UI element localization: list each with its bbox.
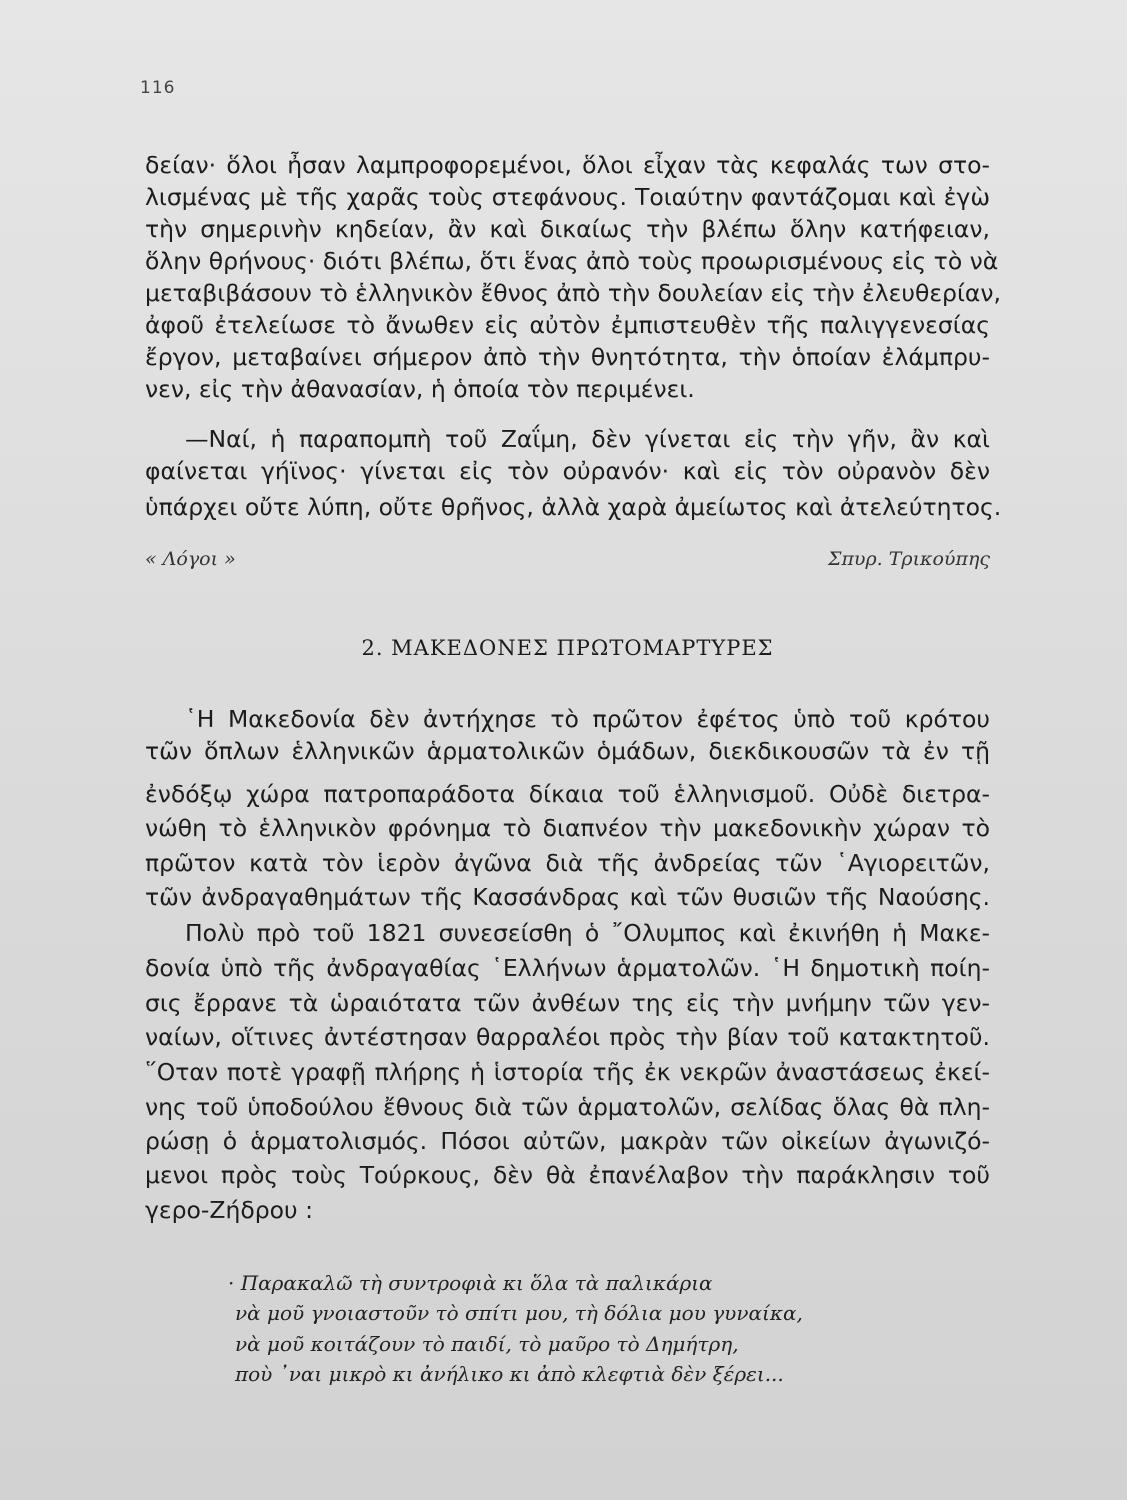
text-line: ὅλην θρήνους· διότι βλέπω, ὅτι ἕνας ἀπὸ τοὺς προωρισμένους εἰς τὸ νὰ <box>145 247 999 275</box>
section-heading: 2. ΜΑΚΕΔΟΝΕΣ ΠΡΩΤΟΜΑΡΤΥΡΕΣ <box>361 636 774 660</box>
text-line: ῾Η Μακεδονία δὲν ἀντήχησε τὸ πρῶτον ἐφέτος ὑπὸ τοῦ κρότου <box>185 705 990 733</box>
verse-line: νὰ μοῦ γνοιαστοῦν τὸ σπίτι μου, τὴ δόλια μου γυναίκα, <box>235 1301 803 1325</box>
source-title: « Λόγοι » <box>145 548 236 570</box>
text-line: δείαν· ὅλοι ἦσαν λαμπροφορεμένοι, ὅλοι εἶχαν τὰς κεφαλάς των στο- <box>145 151 990 179</box>
text-line: τῶν ἀνδραγαθημάτων τῆς Κασσάνδρας καὶ τῶν θυσιῶν τῆς Ναούσης. <box>145 883 990 911</box>
verse-line: νὰ μοῦ κοιτάζουν τὸ παιδί, τὸ μαῦρο τὸ Δημήτρη, <box>235 1332 739 1356</box>
text-line: λισμένας μὲ τῆς χαρᾶς τοὺς στεφάνους. Τοιαύτην φαντάζομαι καὶ ἐγὼ <box>145 183 990 211</box>
text-line: Πολὺ πρὸ τοῦ 1821 συνεσείσθη ὁ ῎Ολυμπος καὶ ἐκινήθη ἡ Μακε- <box>185 919 990 947</box>
text-line: ἐνδόξῳ χώρα πατροπαράδοτα δίκαια τοῦ ἑλληνισμοῦ. Οὐδὲ διετρα- <box>145 780 990 808</box>
text-line: δονία ὑπὸ τῆς ἀνδραγαθίας ῾Ελλήνων ἁρματολῶν. ῾Η δημοτικὴ ποίη- <box>145 954 990 982</box>
text-line: —Ναί, ἡ παραπομπὴ τοῦ Ζαΐμη, δὲν γίνεται εἰς τὴν γῆν, ἂν καὶ <box>185 425 990 453</box>
page-number: 116 <box>140 78 176 98</box>
text-line: τὴν σημερινὴν κηδείαν, ἂν καὶ δικαίως τὴν βλέπω ὅλην κατήφειαν, <box>145 215 990 243</box>
text-line: σις ἔρρανε τὰ ὡραιότατα τῶν ἀνθέων της εἰς τὴν μνήμην τῶν γεν- <box>145 989 990 1017</box>
text-line: ὑπάρχει οὔτε λύπη, οὔτε θρῆνος, ἀλλὰ χαρὰ ἀμείωτος καὶ ἀτελεύτητος. <box>145 493 1002 521</box>
text-line: τῶν ὅπλων ἑλληνικῶν ἁρματολικῶν ὁμάδων, διεκδικουσῶν τὰ ἐν τῇ <box>145 737 990 765</box>
text-line: νώθη τὸ ἑλληνικὸν φρόνημα τὸ διαπνέον τὴν μακεδονικὴν χώραν τὸ <box>145 814 990 842</box>
text-line: μεταβιβάσουν τὸ ἑλληνικὸν ἔθνος ἀπὸ τὴν δουλείαν εἰς τὴν ἐλευθερίαν, <box>145 279 1001 307</box>
text-line: νης τοῦ ὑποδούλου ἔθνους διὰ τῶν ἁρματολῶν, σελίδας ὅλας θὰ πλη- <box>145 1093 990 1121</box>
text-line: ῞Οταν ποτὲ γραφῇ πλήρης ἡ ἱστορία τῆς ἐκ νεκρῶν ἀναστάσεως ἐκεί- <box>145 1058 990 1086</box>
text-line: ναίων, οἵτινες ἀντέστησαν θαρραλέοι πρὸς τὴν βίαν τοῦ κατακτητοῦ. <box>145 1023 990 1051</box>
text-line: γερο-Ζήδρου : <box>145 1196 314 1224</box>
text-line: ρώσῃ ὁ ἁρματολισμός. Πόσοι αὐτῶν, μακρὰν τῶν οἰκείων ἀγωνιζό- <box>145 1127 990 1155</box>
text-line: ἀφοῦ ἐτελείωσε τὸ ἄνωθεν εἰς αὐτὸν ἐμπιστευθὲν τῆς παλιγγενεσίας <box>145 311 990 339</box>
text-line: ἔργον, μεταβαίνει σήμερον ἀπὸ τὴν θνητότητα, τὴν ὁποίαν ἐλάμπρυ- <box>145 343 990 371</box>
author-name: Σπυρ. Τρικούπης <box>828 548 990 570</box>
text-line: νεν, εἰς τὴν ἀθανασίαν, ἡ ὁποία τὸν περιμένει. <box>145 375 695 403</box>
text-line: φαίνεται γήϊνος· γίνεται εἰς τὸν οὐρανόν· καὶ εἰς τὸν οὐρανὸν δὲν <box>145 457 990 485</box>
verse-line: ποὺ ᾽ναι μικρὸ κι ἀνήλικο κι ἀπὸ κλεφτιὰ δὲν ξέρει... <box>235 1362 784 1386</box>
text-line: μενοι πρὸς τοὺς Τούρκους, δὲν θὰ ἐπανέλαβον τὴν παράκλησιν τοῦ <box>145 1161 990 1189</box>
verse-line: · Παρακαλῶ τὴ συντροφιὰ κι ὅλα τὰ παλικάρια <box>228 1271 713 1295</box>
text-line: πρῶτον κατὰ τὸν ἱερὸν ἀγῶνα διὰ τῆς ἀνδρείας τῶν ῾Αγιορειτῶν, <box>145 849 990 877</box>
